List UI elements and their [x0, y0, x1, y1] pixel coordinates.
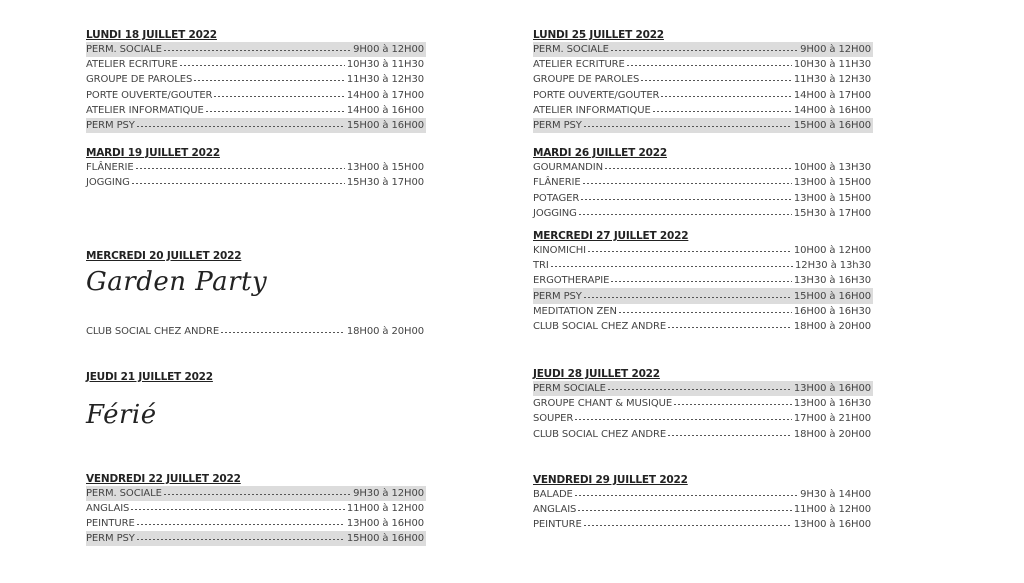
- activity: PERM PSY: [86, 533, 135, 545]
- activity: GROUPE DE PAROLES: [86, 74, 193, 86]
- dash-leader: [588, 251, 792, 252]
- time: 9H30 à 12H00: [353, 487, 424, 499]
- activity: PERM. SOCIALE: [86, 487, 162, 499]
- dash-leader: [627, 65, 792, 66]
- time: 18H00 à 20H00: [346, 325, 424, 337]
- time: 10H00 à 12H00: [793, 244, 871, 256]
- activity: BALADE: [533, 488, 573, 500]
- day-header: JEUDI 21 JUILLET 2022: [86, 370, 213, 383]
- time: 10H30 à 11H30: [346, 59, 424, 71]
- time: 13H00 à 16H00: [793, 383, 871, 395]
- schedule-row: [533, 517, 873, 532]
- day-wednesday-27: [533, 229, 873, 334]
- day-wednesday-20: [86, 249, 426, 339]
- activity: PERM. SOCIALE: [533, 44, 609, 56]
- day-friday-29: [533, 473, 873, 533]
- schedule-row: [86, 42, 426, 57]
- activity: JOGGING: [533, 207, 577, 219]
- dash-leader: [619, 312, 792, 313]
- activity: CLUB SOCIAL CHEZ ANDRE: [533, 320, 667, 332]
- time: 14H00 à 17H00: [793, 89, 871, 101]
- activity: PERM SOCIALE: [533, 383, 606, 395]
- schedule-row: [86, 516, 426, 531]
- activity: ATELIER INFORMATIQUE: [86, 104, 204, 116]
- schedule-row: [533, 258, 873, 273]
- dash-leader: [136, 168, 345, 169]
- dash-leader: [584, 525, 792, 526]
- day-header: VENDREDI 22 JUILLET 2022: [86, 472, 241, 485]
- dash-leader: [583, 183, 792, 184]
- schedule-row: [533, 427, 873, 442]
- day-header: MERCREDI 27 JUILLET 2022: [533, 229, 689, 242]
- day-header: MARDI 26 JUILLET 2022: [533, 147, 667, 160]
- activity: KINOMICHI: [533, 244, 586, 256]
- dash-leader: [221, 332, 345, 333]
- activity: PORTE OUVERTE/GOUTER: [86, 89, 213, 101]
- day-monday-18: [86, 28, 426, 133]
- dash-leader: [206, 111, 345, 112]
- activity: ATELIER ECRITURE: [86, 59, 178, 71]
- schedule-row: [533, 487, 873, 502]
- activity: CLUB SOCIAL CHEZ ANDRE: [86, 325, 220, 337]
- activity: ANGLAIS: [533, 504, 577, 516]
- activity: GROUPE DE PAROLES: [533, 74, 640, 86]
- schedule-row: [533, 273, 873, 288]
- schedule-row: [86, 486, 426, 501]
- day-thursday-28: [533, 367, 873, 442]
- day-friday-22: [86, 472, 426, 547]
- time: 11H00 à 12H00: [793, 504, 871, 516]
- day-header: MARDI 19 JUILLET 2022: [86, 147, 220, 160]
- activity: ATELIER ECRITURE: [533, 59, 625, 71]
- activity: MEDITATION ZEN: [533, 305, 617, 317]
- day-tuesday-19: [86, 146, 426, 190]
- dash-leader: [194, 80, 345, 81]
- schedule-row: [86, 72, 426, 87]
- dash-leader: [653, 111, 792, 112]
- activity: FLÂNERIE: [86, 162, 134, 174]
- dash-leader: [137, 539, 345, 540]
- dash-leader: [668, 327, 792, 328]
- time: 17H00 à 21H00: [793, 413, 871, 425]
- time: 9H30 à 14H00: [800, 488, 871, 500]
- dash-leader: [581, 199, 792, 200]
- time: 16H00 à 16H30: [793, 305, 871, 317]
- time: 15H00 à 16H00: [346, 533, 424, 545]
- activity: PERM PSY: [86, 120, 135, 132]
- right-column: [533, 28, 873, 532]
- time: 11H30 à 12H30: [346, 74, 424, 86]
- schedule-row: [533, 288, 873, 303]
- schedule-row: [533, 319, 873, 334]
- schedule-row: [86, 501, 426, 516]
- schedule-row: [533, 103, 873, 118]
- dash-leader: [164, 50, 351, 51]
- day-header: VENDREDI 29 JUILLET 2022: [533, 473, 688, 486]
- time: 18H00 à 20H00: [793, 320, 871, 332]
- day-header: LUNDI 18 JUILLET 2022: [86, 29, 217, 41]
- schedule-row: [86, 57, 426, 72]
- time: 15H00 à 16H00: [793, 290, 871, 302]
- activity: PEINTURE: [533, 519, 582, 531]
- schedule-row: [86, 118, 426, 133]
- dash-leader: [137, 126, 345, 127]
- event-ferie: Férié: [86, 399, 157, 430]
- schedule-row: [86, 531, 426, 546]
- schedule-row: [86, 88, 426, 103]
- time: 13H00 à 16H00: [793, 519, 871, 531]
- time: 15H30 à 17H00: [793, 207, 871, 219]
- activity: FLÂNERIE: [533, 177, 581, 189]
- dash-leader: [605, 168, 792, 169]
- dash-leader: [674, 404, 792, 405]
- dash-leader: [611, 281, 792, 282]
- schedule-row: [533, 381, 873, 396]
- activity: PERM PSY: [533, 290, 582, 302]
- schedule-row: [86, 160, 426, 175]
- dash-leader: [164, 494, 351, 495]
- schedule-row: [533, 502, 873, 517]
- time: 13H30 à 16H30: [793, 275, 871, 287]
- day-header: JEUDI 28 JUILLET 2022: [533, 368, 660, 380]
- dash-leader: [578, 510, 792, 511]
- activity: ATELIER INFORMATIQUE: [533, 104, 651, 116]
- schedule-row: [533, 118, 873, 133]
- dash-leader: [132, 183, 345, 184]
- schedule-row: [533, 191, 873, 206]
- time: 13H00 à 15H00: [793, 192, 871, 204]
- activity: PERM. SOCIALE: [86, 44, 162, 56]
- time: 18H00 à 20H00: [793, 428, 871, 440]
- day-thursday-21: [86, 370, 426, 432]
- dash-leader: [668, 435, 792, 436]
- time: 15H30 à 17H00: [346, 177, 424, 189]
- schedule-row: [533, 57, 873, 72]
- time: 14H00 à 17H00: [346, 89, 424, 101]
- time: 9H00 à 12H00: [800, 44, 871, 56]
- activity: PORTE OUVERTE/GOUTER: [533, 89, 660, 101]
- schedule-row: [86, 103, 426, 118]
- dash-leader: [180, 65, 345, 66]
- activity: PERM PSY: [533, 120, 582, 132]
- activity: TRI: [533, 260, 549, 272]
- event-garden-party: Garden Party: [86, 266, 268, 297]
- dash-leader: [608, 389, 792, 390]
- schedule-row: [533, 396, 873, 411]
- time: 10H30 à 11H30: [793, 59, 871, 71]
- activity: CLUB SOCIAL CHEZ ANDRE: [533, 428, 667, 440]
- schedule-row: [86, 175, 426, 190]
- day-monday-25: [533, 28, 873, 133]
- dash-leader: [641, 80, 792, 81]
- dash-leader: [579, 214, 792, 215]
- activity: GROUPE CHANT & MUSIQUE: [533, 398, 673, 410]
- time: 12H30 à 13h30: [795, 260, 871, 272]
- schedule-row: [533, 160, 873, 175]
- time: 9H00 à 12H00: [353, 44, 424, 56]
- activity: ANGLAIS: [86, 502, 130, 514]
- dash-leader: [214, 96, 344, 97]
- time: 15H00 à 16H00: [346, 120, 424, 132]
- activity: PEINTURE: [86, 518, 135, 530]
- schedule-row: [533, 88, 873, 103]
- dash-leader: [137, 524, 345, 525]
- schedule-row: [533, 206, 873, 221]
- day-tuesday-26: [533, 146, 873, 221]
- day-header: LUNDI 25 JUILLET 2022: [533, 29, 664, 41]
- schedule-row: [533, 42, 873, 57]
- dash-leader: [611, 50, 798, 51]
- time: 14H00 à 16H00: [346, 104, 424, 116]
- schedule-row: [533, 304, 873, 319]
- time: 13H00 à 15H00: [346, 162, 424, 174]
- time: 11H00 à 12H00: [346, 502, 424, 514]
- day-header: MERCREDI 20 JUILLET 2022: [86, 249, 242, 262]
- time: 13H00 à 16H00: [346, 518, 424, 530]
- left-column: [86, 28, 426, 546]
- time: 11H30 à 12H30: [793, 74, 871, 86]
- time: 13H00 à 15H00: [793, 177, 871, 189]
- time: 13H00 à 16H30: [793, 398, 871, 410]
- schedule-row: [533, 175, 873, 190]
- dash-leader: [551, 266, 793, 267]
- dash-leader: [575, 419, 792, 420]
- dash-leader: [131, 509, 345, 510]
- time: 15H00 à 16H00: [793, 120, 871, 132]
- time: 14H00 à 16H00: [793, 104, 871, 116]
- schedule-row: [533, 243, 873, 258]
- schedule-row: [533, 72, 873, 87]
- schedule-row: [533, 411, 873, 426]
- time: 10H00 à 13H30: [793, 162, 871, 174]
- activity: POTAGER: [533, 192, 580, 204]
- dash-leader: [584, 126, 792, 127]
- activity: GOURMANDIN: [533, 162, 603, 174]
- activity: ERGOTHERAPIE: [533, 275, 610, 287]
- dash-leader: [575, 495, 798, 496]
- dash-leader: [661, 96, 791, 97]
- activity: JOGGING: [86, 177, 130, 189]
- schedule-row: [86, 324, 426, 339]
- dash-leader: [584, 297, 792, 298]
- activity: SOUPER: [533, 413, 574, 425]
